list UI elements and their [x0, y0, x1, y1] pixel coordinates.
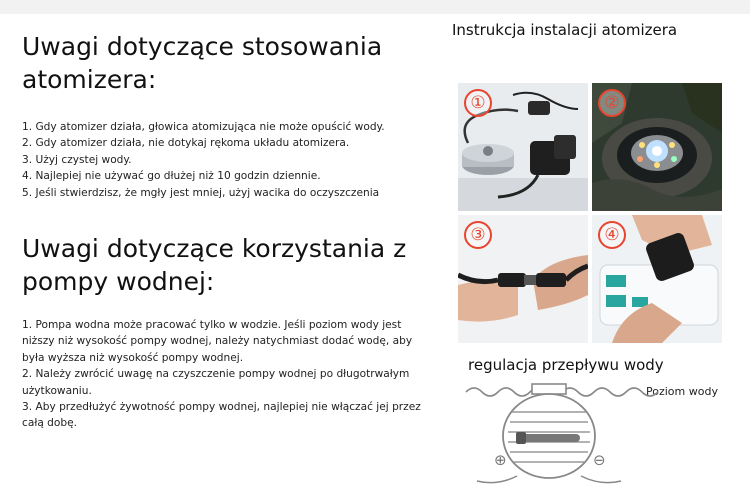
list-item: 2. Należy zwrócić uwagę na czyszczenie pompy wodnej po długotrwałym użytkowaniu.: [22, 368, 410, 397]
list-item: 3. Użyj czystej wody.: [22, 153, 132, 166]
pump-notes-list: [22, 317, 432, 432]
top-strip: [0, 0, 750, 14]
list-item: 2. Gdy atomizer działa, nie dotykaj rękoma układu atomizera.: [22, 137, 350, 150]
list-item: 1. Gdy atomizer działa, głowica atomizująca nie może opuścić wody.: [22, 121, 385, 133]
water-level-label: Poziom wody: [646, 385, 718, 398]
step-1-photo: [458, 83, 588, 211]
pump-notes-heading: Uwagi dotyczące korzystania z pompy wodnej:: [22, 234, 407, 296]
step-badge: ④: [598, 221, 626, 249]
atomizer-notes-heading: Uwagi dotyczące stosowania atomizera:: [22, 32, 383, 94]
list-item: 1. Pompa wodna może pracować tylko w wodzie. Jeśli poziom wody jest niższy niż wysokość pompy wodnej, należy natychmiast dodać wodę, aby była wyższa niż wysokość pompy wodnej.: [22, 319, 413, 364]
step-badge: ③: [464, 221, 492, 249]
step-3-photo: [458, 215, 588, 343]
pump-diagram: [452, 372, 750, 491]
list-item: 5. Jeśli stwierdzisz, że mgły jest mniej, użyj wacika do oczyszczenia: [22, 186, 380, 199]
step-badge: ②: [598, 89, 626, 117]
atomizer-notes-list: [22, 119, 442, 201]
list-item: 4. Najlepiej nie używać go dłużej niż 10 godzin dziennie.: [22, 170, 321, 183]
flow-regulation-title: regulacja przepływu wody: [468, 356, 664, 374]
step-2-photo: [592, 83, 722, 211]
installation-title: Instrukcja instalacji atomizera: [452, 21, 678, 39]
step-4-photo: [592, 215, 722, 343]
step-badge: ①: [464, 89, 492, 117]
list-item: 3. Aby przedłużyć żywotność pompy wodnej, najlepiej nie włączać jej przez całą dobę.: [22, 401, 421, 430]
plus-icon: ⊕: [494, 451, 507, 469]
minus-icon: ⊖: [593, 451, 606, 469]
